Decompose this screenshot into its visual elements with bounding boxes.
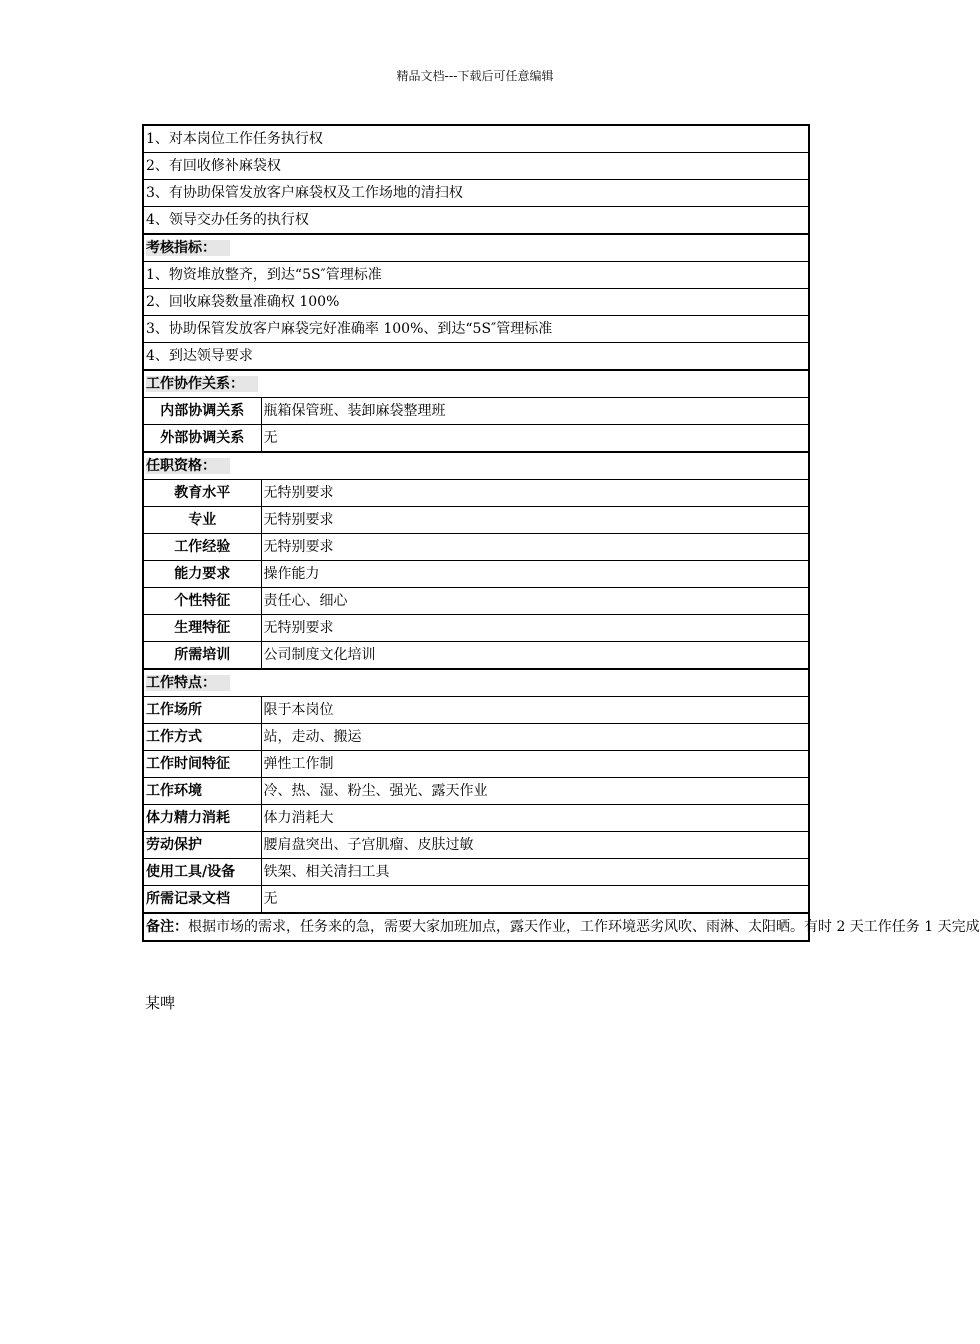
feature-row <box>143 697 809 724</box>
kpi-item: 2、回收麻袋数量准确权 100% <box>143 289 809 316</box>
note-text: 根据市场的需求，任务来的急，需要大家加班加点，露天作业，工作环境恶劣风吹、雨淋、太阳晒。有时 2 天工作任务 1 天完成 <box>188 919 980 935</box>
field-label: 外部协调关系 <box>143 425 261 453</box>
field-value: 公司制度文化培训 <box>261 642 809 670</box>
features-section-header <box>143 669 809 697</box>
cooperation-row <box>143 425 809 453</box>
authority-row <box>143 180 809 207</box>
field-value: 铁架、相关清扫工具 <box>261 859 809 886</box>
section-title: 考核指标： <box>146 240 230 256</box>
section-title: 工作协作关系： <box>146 376 258 392</box>
kpi-section-header <box>143 234 809 262</box>
job-description-table <box>142 124 980 942</box>
authority-item: 1、对本岗位工作任务执行权 <box>143 125 809 153</box>
note-row <box>143 913 809 941</box>
cooperation-section-header <box>143 370 809 398</box>
authority-item: 2、有回收修补麻袋权 <box>143 153 809 180</box>
field-value: 冷、热、湿、粉尘、强光、露天作业 <box>261 778 809 805</box>
feature-row <box>143 859 809 886</box>
kpi-item: 1、物资堆放整齐，到达“5S″管理标准 <box>143 262 809 289</box>
section-title: 任职资格： <box>146 458 230 474</box>
kpi-row <box>143 289 809 316</box>
field-value: 无特别要求 <box>261 480 809 507</box>
feature-row <box>143 805 809 832</box>
qualification-row <box>143 615 809 642</box>
qualification-row <box>143 588 809 615</box>
field-label: 工作方式 <box>143 724 261 751</box>
feature-row <box>143 724 809 751</box>
feature-row <box>143 778 809 805</box>
qualification-row <box>143 561 809 588</box>
field-label: 所需记录文档 <box>143 886 261 914</box>
field-label: 体力精力消耗 <box>143 805 261 832</box>
field-value: 责任心、细心 <box>261 588 809 615</box>
field-value: 体力消耗大 <box>261 805 809 832</box>
kpi-item: 4、到达领导要求 <box>143 343 809 371</box>
field-value: 无 <box>261 425 809 453</box>
authority-row <box>143 125 809 153</box>
field-label: 内部协调关系 <box>143 398 261 425</box>
field-value: 无特别要求 <box>261 507 809 534</box>
note-cell <box>143 913 980 941</box>
authority-row <box>143 207 809 235</box>
document-header: 精品文档---下载后可任意编辑 <box>396 69 554 83</box>
note-label: 备注： <box>146 919 188 935</box>
qualification-row <box>143 507 809 534</box>
cooperation-row <box>143 398 809 425</box>
field-value: 瓶箱保管班、装卸麻袋整理班 <box>261 398 809 425</box>
field-label: 专业 <box>143 507 261 534</box>
field-value: 无 <box>261 886 809 914</box>
field-label: 教育水平 <box>143 480 261 507</box>
field-label: 工作时间特征 <box>143 751 261 778</box>
field-value: 弹性工作制 <box>261 751 809 778</box>
field-value: 操作能力 <box>261 561 809 588</box>
field-value: 腰肩盘突出、子宫肌瘤、皮肤过敏 <box>261 832 809 859</box>
qualification-row <box>143 480 809 507</box>
qualification-row <box>143 642 809 670</box>
authority-row <box>143 153 809 180</box>
authority-item: 3、有协助保管发放客户麻袋权及工作场地的清扫权 <box>143 180 809 207</box>
field-label: 生理特征 <box>143 615 261 642</box>
field-label: 个性特征 <box>143 588 261 615</box>
section-title: 工作特点： <box>146 675 230 691</box>
authority-item: 4、领导交办任务的执行权 <box>143 207 809 235</box>
field-label: 工作场所 <box>143 697 261 724</box>
feature-row <box>143 832 809 859</box>
field-value: 站，走动、搬运 <box>261 724 809 751</box>
field-value: 无特别要求 <box>261 534 809 561</box>
field-label: 所需培训 <box>143 642 261 670</box>
kpi-row <box>143 343 809 371</box>
field-value: 无特别要求 <box>261 615 809 642</box>
kpi-item: 3、协助保管发放客户麻袋完好准确率 100%、到达“5S″管理标准 <box>143 316 809 343</box>
kpi-row <box>143 316 809 343</box>
field-label: 使用工具/设备 <box>143 859 261 886</box>
field-label: 工作经验 <box>143 534 261 561</box>
feature-row <box>143 751 809 778</box>
kpi-row <box>143 262 809 289</box>
field-label: 工作环境 <box>143 778 261 805</box>
field-label: 劳动保护 <box>143 832 261 859</box>
footer-text: 某啤 <box>145 994 176 1012</box>
field-label: 能力要求 <box>143 561 261 588</box>
feature-row <box>143 886 809 914</box>
qualification-row <box>143 534 809 561</box>
qualification-section-header <box>143 452 809 480</box>
field-value: 限于本岗位 <box>261 697 809 724</box>
